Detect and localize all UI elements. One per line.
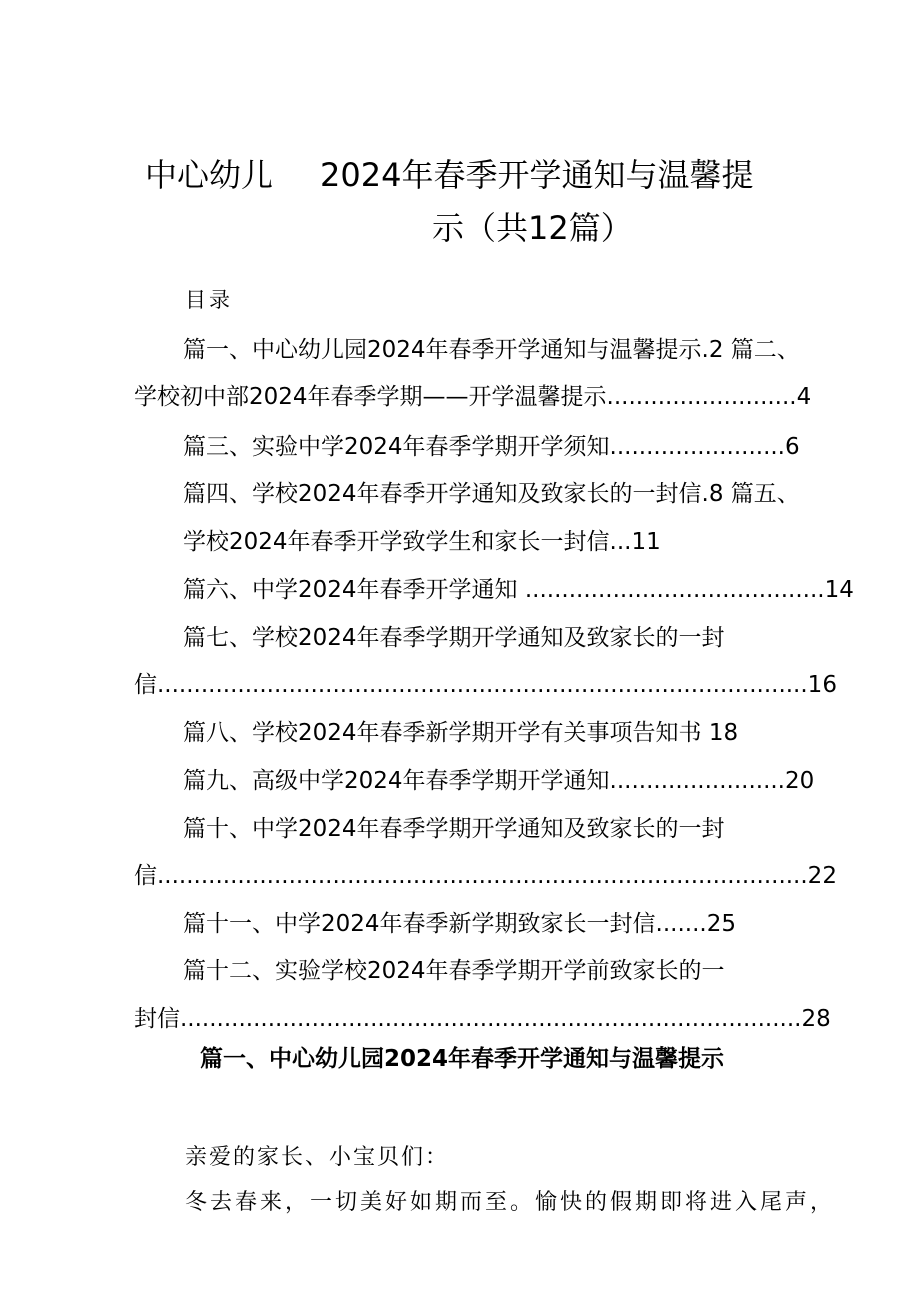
toc-line-5[interactable]: 学校2024年春季开学致学生和家长一封信...11 xyxy=(183,529,661,555)
greeting-text: 亲爱的家长、小宝贝们： xyxy=(185,1145,450,1170)
document-title-part1: 中心幼儿 xyxy=(145,156,274,194)
toc-line-2[interactable]: 学校初中部2024年春季学期——开学温馨提示..........................4 xyxy=(134,384,812,410)
document-title-part2: 2024年春季开学通知与温馨提 xyxy=(320,156,754,194)
toc-line-13[interactable]: 篇十一、中学2024年春季新学期致家长一封信.......25 xyxy=(183,911,736,937)
toc-line-4[interactable]: 篇四、学校2024年春季开学通知及致家长的一封信.8 篇五、 xyxy=(183,481,800,507)
body-paragraph: 冬去春来，一切美好如期而至。愉快的假期即将进入尾声， xyxy=(185,1190,836,1215)
toc-label: 目录 xyxy=(185,288,233,312)
section-heading: 篇一、中心幼儿园2024年春季开学通知与温馨提示 xyxy=(200,1046,725,1072)
toc-line-12[interactable]: 信.........................................................................................22 xyxy=(134,863,837,889)
toc-line-7[interactable]: 篇七、学校2024年春季学期开学通知及致家长的一封 xyxy=(183,625,725,651)
toc-line-1[interactable]: 篇一、中心幼儿园2024年春季开学通知与温馨提示.2 篇二、 xyxy=(183,337,800,363)
toc-line-10[interactable]: 篇九、高级中学2024年春季学期开学通知........................20 xyxy=(183,768,815,794)
toc-line-11[interactable]: 篇十、中学2024年春季学期开学通知及致家长的一封 xyxy=(183,816,725,842)
toc-line-3[interactable]: 篇三、实验中学2024年春季学期开学须知........................6 xyxy=(183,434,800,460)
toc-line-6[interactable]: 篇六、中学2024年春季开学通知 .........................................14 xyxy=(183,577,854,603)
toc-line-9[interactable]: 篇八、学校2024年春季新学期开学有关事项告知书 18 xyxy=(183,720,739,746)
toc-line-8[interactable]: 信.........................................................................................16 xyxy=(134,672,837,698)
toc-line-15[interactable]: 封信.....................................................................................28 xyxy=(134,1006,831,1032)
toc-line-14[interactable]: 篇十二、实验学校2024年春季学期开学前致家长的一 xyxy=(183,958,725,984)
document-title-line2: 示（共12篇） xyxy=(432,209,633,247)
